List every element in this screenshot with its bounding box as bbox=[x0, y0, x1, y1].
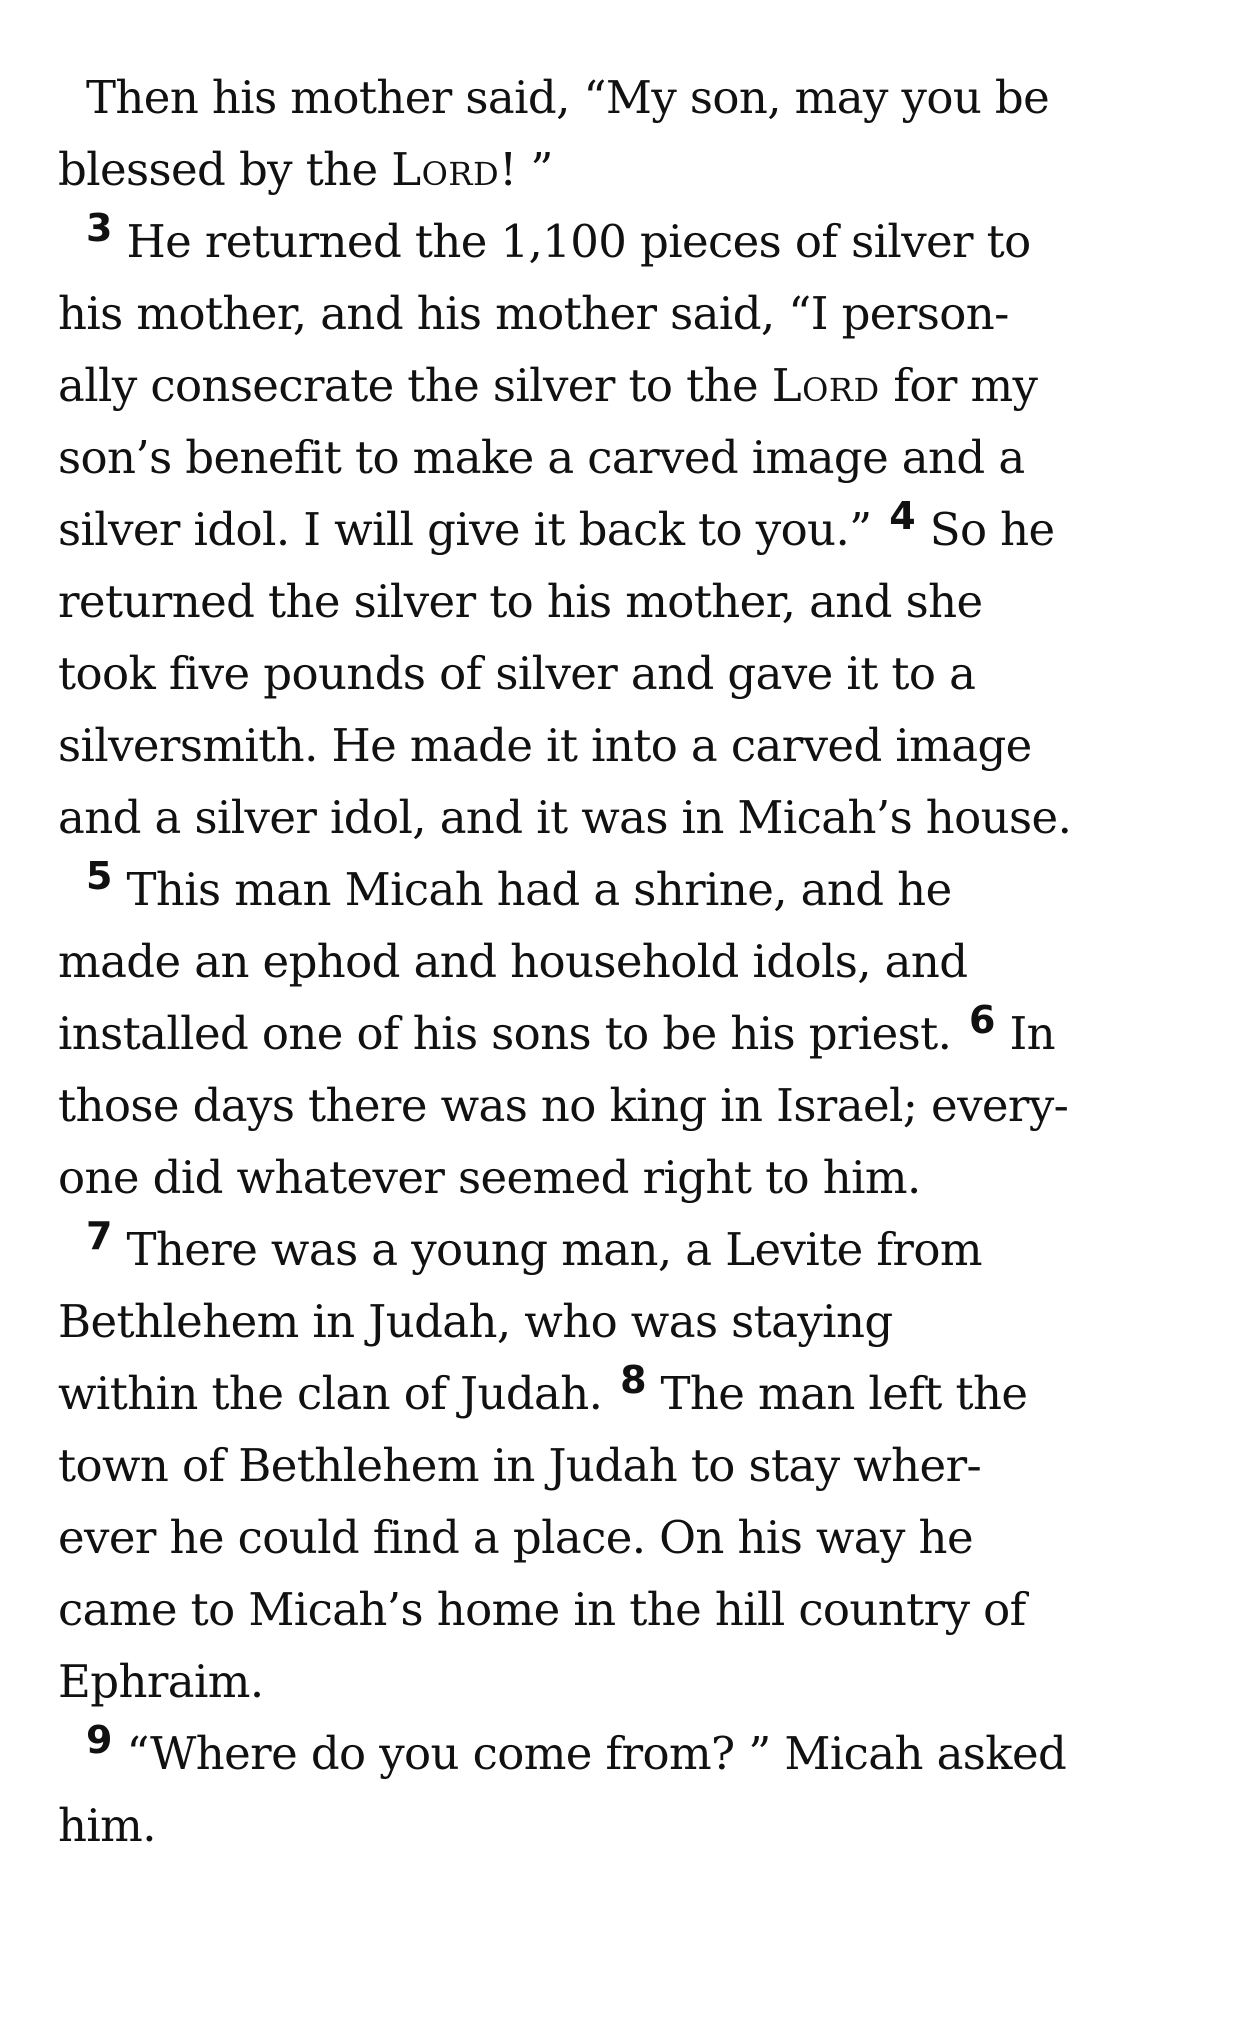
text-line bbox=[58, 1214, 1188, 1286]
verse-text: town of Bethlehem in Judah to stay wher- bbox=[58, 1439, 982, 1492]
text-line bbox=[58, 566, 1188, 638]
text-line bbox=[58, 710, 1188, 782]
text-line bbox=[58, 1790, 1188, 1862]
verse-number: 6 bbox=[969, 998, 996, 1042]
text-line bbox=[58, 422, 1188, 494]
verse-text: those days there was no king in Israel; every- bbox=[58, 1079, 1069, 1132]
verse-text: came to Micah’s home in the hill country of bbox=[58, 1583, 1026, 1636]
text-line bbox=[58, 1502, 1188, 1574]
text-line bbox=[58, 1574, 1188, 1646]
divine-name: Lord bbox=[391, 143, 500, 196]
text-line bbox=[58, 1070, 1188, 1142]
verse-text: made an ephod and household idols, and bbox=[58, 935, 968, 988]
verse-text: “Where do you come from? ” Micah asked bbox=[126, 1727, 1067, 1780]
verse-text: silver idol. I will give it back to you.” bbox=[58, 503, 886, 556]
verse-text: ally consecrate the silver to the bbox=[58, 359, 772, 412]
text-line bbox=[58, 638, 1188, 710]
verse-number: 3 bbox=[86, 206, 113, 250]
verse-number: 9 bbox=[86, 1718, 113, 1762]
verse-text: took five pounds of silver and gave it to a bbox=[58, 647, 976, 700]
text-line bbox=[58, 998, 1188, 1070]
verse-number: 7 bbox=[86, 1214, 113, 1258]
divine-name: Lord bbox=[771, 359, 880, 412]
verse-text: Then his mother said, “My son, may you be bbox=[86, 71, 1050, 124]
verse-text: silversmith. He made it into a carved image bbox=[58, 719, 1032, 772]
text-line bbox=[58, 1646, 1188, 1718]
verse-number: 8 bbox=[620, 1358, 647, 1402]
verse-number: 5 bbox=[86, 854, 113, 898]
verse-text: Bethlehem in Judah, who was staying bbox=[58, 1295, 893, 1348]
text-line bbox=[58, 1430, 1188, 1502]
verse-text: one did whatever seemed right to him. bbox=[58, 1151, 921, 1204]
verse-text: blessed by the bbox=[58, 143, 392, 196]
text-line bbox=[58, 62, 1188, 134]
verse-text: ! ” bbox=[499, 143, 553, 196]
text-line bbox=[58, 134, 1188, 206]
text-line bbox=[58, 278, 1188, 350]
text-line bbox=[58, 1142, 1188, 1214]
text-line bbox=[58, 782, 1188, 854]
text-line bbox=[58, 1718, 1188, 1790]
verse-text: and a silver idol, and it was in Micah’s house. bbox=[58, 791, 1072, 844]
verse-text: his mother, and his mother said, “I person- bbox=[58, 287, 1009, 340]
verse-text: The man left the bbox=[660, 1367, 1028, 1420]
verse-text: So he bbox=[929, 503, 1055, 556]
text-line bbox=[58, 494, 1188, 566]
scripture-text bbox=[58, 62, 1188, 1862]
verse-text: There was a young man, a Levite from bbox=[126, 1223, 982, 1276]
verse-text: returned the silver to his mother, and she bbox=[58, 575, 983, 628]
verse-text: He returned the 1,100 pieces of silver to bbox=[126, 215, 1031, 268]
verse-text: In bbox=[1009, 1007, 1056, 1060]
text-line bbox=[58, 1286, 1188, 1358]
verse-text: for my bbox=[879, 359, 1038, 412]
text-line bbox=[58, 1358, 1188, 1430]
verse-text: ever he could find a place. On his way he bbox=[58, 1511, 973, 1564]
text-line bbox=[58, 854, 1188, 926]
verse-text: son’s benefit to make a carved image and a bbox=[58, 431, 1025, 484]
verse-text: Ephraim. bbox=[58, 1655, 264, 1708]
text-line bbox=[58, 926, 1188, 998]
verse-number: 4 bbox=[889, 494, 916, 538]
verse-text: within the clan of Judah. bbox=[58, 1367, 617, 1420]
text-line bbox=[58, 206, 1188, 278]
verse-text: installed one of his sons to be his priest. bbox=[58, 1007, 966, 1060]
verse-text: him. bbox=[58, 1799, 156, 1852]
verse-text: This man Micah had a shrine, and he bbox=[126, 863, 952, 916]
text-line bbox=[58, 350, 1188, 422]
